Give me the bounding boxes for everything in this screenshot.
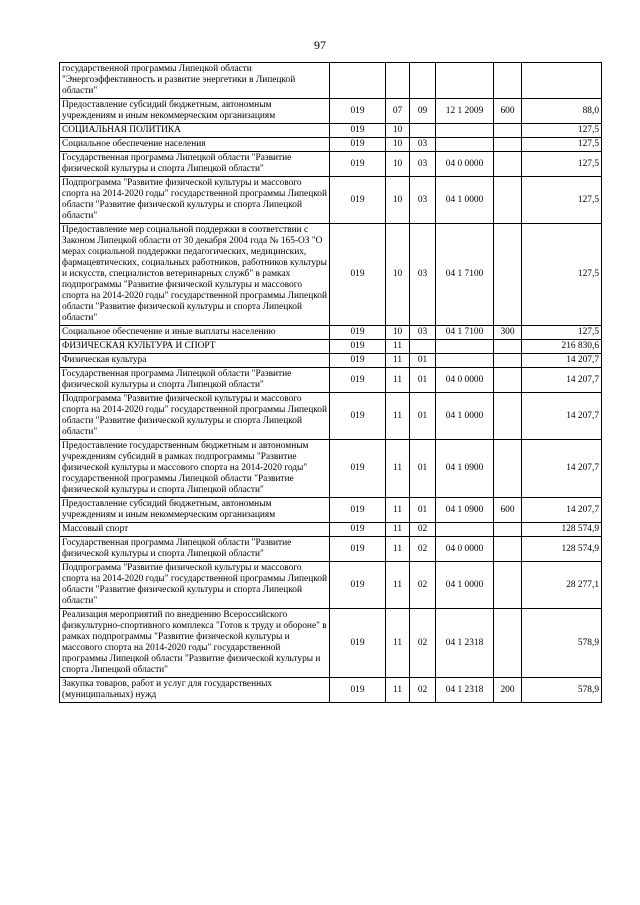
table-row <box>60 124 602 138</box>
subsection-code-cell: 02 <box>410 609 436 678</box>
target-article-cell: 04 1 0000 <box>436 177 494 224</box>
ministry-code-cell: 019 <box>330 537 386 562</box>
table-row <box>60 678 602 703</box>
section-code-cell <box>386 63 410 99</box>
table-row <box>60 537 602 562</box>
page-number: 97 <box>314 38 326 52</box>
expense-type-cell: 600 <box>494 498 522 523</box>
table-row <box>60 440 602 498</box>
table-row <box>60 609 602 678</box>
section-code-cell: 10 <box>386 177 410 224</box>
amount-cell: 216 830,6 <box>522 340 602 354</box>
table-row <box>60 498 602 523</box>
ministry-code-cell: 019 <box>330 224 386 326</box>
ministry-code-cell: 019 <box>330 354 386 368</box>
ministry-code-cell: 019 <box>330 152 386 177</box>
expense-type-cell <box>494 537 522 562</box>
target-article-cell <box>436 138 494 152</box>
section-code-cell: 07 <box>386 99 410 124</box>
target-article-cell: 04 0 0000 <box>436 537 494 562</box>
section-code-cell: 11 <box>386 609 410 678</box>
budget-table <box>59 62 602 703</box>
item-name-cell: Государственная программа Липецкой области "Развитие физической культуры и спорта Липецкой области" <box>60 152 330 177</box>
ministry-code-cell: 019 <box>330 124 386 138</box>
item-name-cell: Предоставление субсидий бюджетным, автономным учреждениям и иным некоммерческим организациям <box>60 498 330 523</box>
ministry-code-cell: 019 <box>330 523 386 537</box>
section-code-cell: 11 <box>386 523 410 537</box>
section-code-cell: 10 <box>386 326 410 340</box>
ministry-code-cell: 019 <box>330 340 386 354</box>
target-article-cell: 04 1 2318 <box>436 609 494 678</box>
subsection-code-cell: 03 <box>410 152 436 177</box>
item-name-cell: Массовый спорт <box>60 523 330 537</box>
ministry-code-cell: 019 <box>330 368 386 393</box>
ministry-code-cell: 019 <box>330 326 386 340</box>
budget-table-body <box>60 63 602 703</box>
expense-type-cell: 300 <box>494 326 522 340</box>
table-row <box>60 138 602 152</box>
ministry-code-cell: 019 <box>330 393 386 440</box>
section-code-cell: 11 <box>386 440 410 498</box>
target-article-cell <box>436 124 494 138</box>
subsection-code-cell <box>410 340 436 354</box>
ministry-code-cell <box>330 63 386 99</box>
table-row <box>60 354 602 368</box>
item-name-cell: Подпрограмма "Развитие физической культуры и массового спорта на 2014-2020 годы" государственной программы Липецкой области "Развитие физической культуры и спорта Липецкой области" <box>60 177 330 224</box>
subsection-code-cell: 01 <box>410 368 436 393</box>
amount-cell: 127,5 <box>522 138 602 152</box>
ministry-code-cell: 019 <box>330 440 386 498</box>
expense-type-cell: 600 <box>494 99 522 124</box>
section-code-cell: 10 <box>386 138 410 152</box>
target-article-cell: 04 1 0000 <box>436 393 494 440</box>
item-name-cell: Государственная программа Липецкой области "Развитие физической культуры и спорта Липецкой области" <box>60 537 330 562</box>
subsection-code-cell: 03 <box>410 326 436 340</box>
item-name-cell: Социальное обеспечение и иные выплаты населению <box>60 326 330 340</box>
section-code-cell: 11 <box>386 562 410 609</box>
section-code-cell: 11 <box>386 537 410 562</box>
ministry-code-cell: 019 <box>330 138 386 152</box>
target-article-cell: 04 1 7100 <box>436 326 494 340</box>
ministry-code-cell: 019 <box>330 609 386 678</box>
table-row <box>60 224 602 326</box>
expense-type-cell <box>494 609 522 678</box>
target-article-cell <box>436 523 494 537</box>
subsection-code-cell: 03 <box>410 177 436 224</box>
amount-cell: 14 207,7 <box>522 368 602 393</box>
target-article-cell <box>436 63 494 99</box>
expense-type-cell <box>494 562 522 609</box>
amount-cell: 578,9 <box>522 609 602 678</box>
item-name-cell: Предоставление государственным бюджетным и автономным учреждениям субсидий в рамках подпрограммы "Развитие физической культуры и массового спорта на 2014-2020 годы" государственной программы Липецкой области "Развитие физической культуры и спорта Липецкой области" <box>60 440 330 498</box>
table-row <box>60 152 602 177</box>
subsection-code-cell: 03 <box>410 138 436 152</box>
amount-cell: 14 207,7 <box>522 354 602 368</box>
item-name-cell: Государственная программа Липецкой области "Развитие физической культуры и спорта Липецкой области" <box>60 368 330 393</box>
section-code-cell: 11 <box>386 340 410 354</box>
expense-type-cell <box>494 124 522 138</box>
expense-type-cell <box>494 440 522 498</box>
amount-cell: 127,5 <box>522 224 602 326</box>
amount-cell <box>522 63 602 99</box>
table-row <box>60 177 602 224</box>
section-code-cell: 11 <box>386 393 410 440</box>
subsection-code-cell <box>410 124 436 138</box>
expense-type-cell <box>494 138 522 152</box>
expense-type-cell <box>494 340 522 354</box>
amount-cell: 578,9 <box>522 678 602 703</box>
amount-cell: 127,5 <box>522 152 602 177</box>
target-article-cell: 04 1 7100 <box>436 224 494 326</box>
item-name-cell: Социальное обеспечение населения <box>60 138 330 152</box>
amount-cell: 88,0 <box>522 99 602 124</box>
item-name-cell: Физическая культура <box>60 354 330 368</box>
item-name-cell: Подпрограмма "Развитие физической культуры и массового спорта на 2014-2020 годы" государственной программы Липецкой области "Развитие физической культуры и спорта Липецкой области" <box>60 562 330 609</box>
target-article-cell <box>436 340 494 354</box>
item-name-cell: Реализация мероприятий по внедрению Всероссийского физкультурно-спортивного комплекса "Готов к труду и обороне" в рамках подпрограммы "Развитие физической культуры и массового спорта на 2014-2020 годы" государственной программы Липецкой области "Развитие физической культуры и спорта Липецкой области" <box>60 609 330 678</box>
subsection-code-cell: 02 <box>410 678 436 703</box>
target-article-cell: 04 1 2318 <box>436 678 494 703</box>
expense-type-cell <box>494 393 522 440</box>
subsection-code-cell: 02 <box>410 562 436 609</box>
section-code-cell: 10 <box>386 152 410 177</box>
table-row <box>60 393 602 440</box>
section-code-cell: 10 <box>386 224 410 326</box>
table-row <box>60 63 602 99</box>
ministry-code-cell: 019 <box>330 562 386 609</box>
subsection-code-cell: 01 <box>410 393 436 440</box>
expense-type-cell <box>494 63 522 99</box>
target-article-cell: 12 1 2009 <box>436 99 494 124</box>
table-row <box>60 368 602 393</box>
item-name-cell: СОЦИАЛЬНАЯ ПОЛИТИКА <box>60 124 330 138</box>
section-code-cell: 11 <box>386 354 410 368</box>
expense-type-cell <box>494 523 522 537</box>
subsection-code-cell: 01 <box>410 498 436 523</box>
ministry-code-cell: 019 <box>330 99 386 124</box>
table-row <box>60 99 602 124</box>
item-name-cell: ФИЗИЧЕСКАЯ КУЛЬТУРА И СПОРТ <box>60 340 330 354</box>
subsection-code-cell: 02 <box>410 523 436 537</box>
section-code-cell: 11 <box>386 368 410 393</box>
table-row <box>60 326 602 340</box>
amount-cell: 14 207,7 <box>522 498 602 523</box>
amount-cell: 127,5 <box>522 124 602 138</box>
ministry-code-cell: 019 <box>330 177 386 224</box>
subsection-code-cell: 01 <box>410 354 436 368</box>
expense-type-cell <box>494 224 522 326</box>
amount-cell: 127,5 <box>522 177 602 224</box>
target-article-cell: 04 1 0900 <box>436 440 494 498</box>
item-name-cell: Предоставление субсидий бюджетным, автономным учреждениям и иным некоммерческим организациям <box>60 99 330 124</box>
section-code-cell: 11 <box>386 678 410 703</box>
ministry-code-cell: 019 <box>330 498 386 523</box>
expense-type-cell: 200 <box>494 678 522 703</box>
subsection-code-cell: 09 <box>410 99 436 124</box>
subsection-code-cell: 01 <box>410 440 436 498</box>
table-row <box>60 340 602 354</box>
target-article-cell: 04 0 0000 <box>436 152 494 177</box>
expense-type-cell <box>494 177 522 224</box>
amount-cell: 28 277,1 <box>522 562 602 609</box>
amount-cell: 128 574,9 <box>522 537 602 562</box>
target-article-cell <box>436 354 494 368</box>
section-code-cell: 11 <box>386 498 410 523</box>
table-row <box>60 562 602 609</box>
expense-type-cell <box>494 368 522 393</box>
subsection-code-cell: 03 <box>410 224 436 326</box>
item-name-cell: Предоставление мер социальной поддержки в соответствии с Законом Липецкой области от 30 декабря 2004 года № 165-ОЗ "О мерах социальной поддержки педагогических, медицинских, фармацевтических, социальных работников, работников культуры и искусств, специалистов ветеринарных служб" в рамках подпрограммы "Развитие физической культуры и массового спорта на 2014-2020 годы" государственной программы Липецкой области "Развитие физической культуры и спорта Липецкой области" <box>60 224 330 326</box>
subsection-code-cell: 02 <box>410 537 436 562</box>
target-article-cell: 04 1 0900 <box>436 498 494 523</box>
ministry-code-cell: 019 <box>330 678 386 703</box>
item-name-cell: Подпрограмма "Развитие физической культуры и массового спорта на 2014-2020 годы" государственной программы Липецкой области "Развитие физической культуры и спорта Липецкой области" <box>60 393 330 440</box>
subsection-code-cell <box>410 63 436 99</box>
expense-type-cell <box>494 152 522 177</box>
item-name-cell: государственной программы Липецкой области "Энергоэффективность и развитие энергетики в Липецкой области" <box>60 63 330 99</box>
table-row <box>60 523 602 537</box>
target-article-cell: 04 1 0000 <box>436 562 494 609</box>
amount-cell: 127,5 <box>522 326 602 340</box>
section-code-cell: 10 <box>386 124 410 138</box>
expense-type-cell <box>494 354 522 368</box>
amount-cell: 128 574,9 <box>522 523 602 537</box>
amount-cell: 14 207,7 <box>522 393 602 440</box>
amount-cell: 14 207,7 <box>522 440 602 498</box>
target-article-cell: 04 0 0000 <box>436 368 494 393</box>
item-name-cell: Закупка товаров, работ и услуг для государственных (муниципальных) нужд <box>60 678 330 703</box>
